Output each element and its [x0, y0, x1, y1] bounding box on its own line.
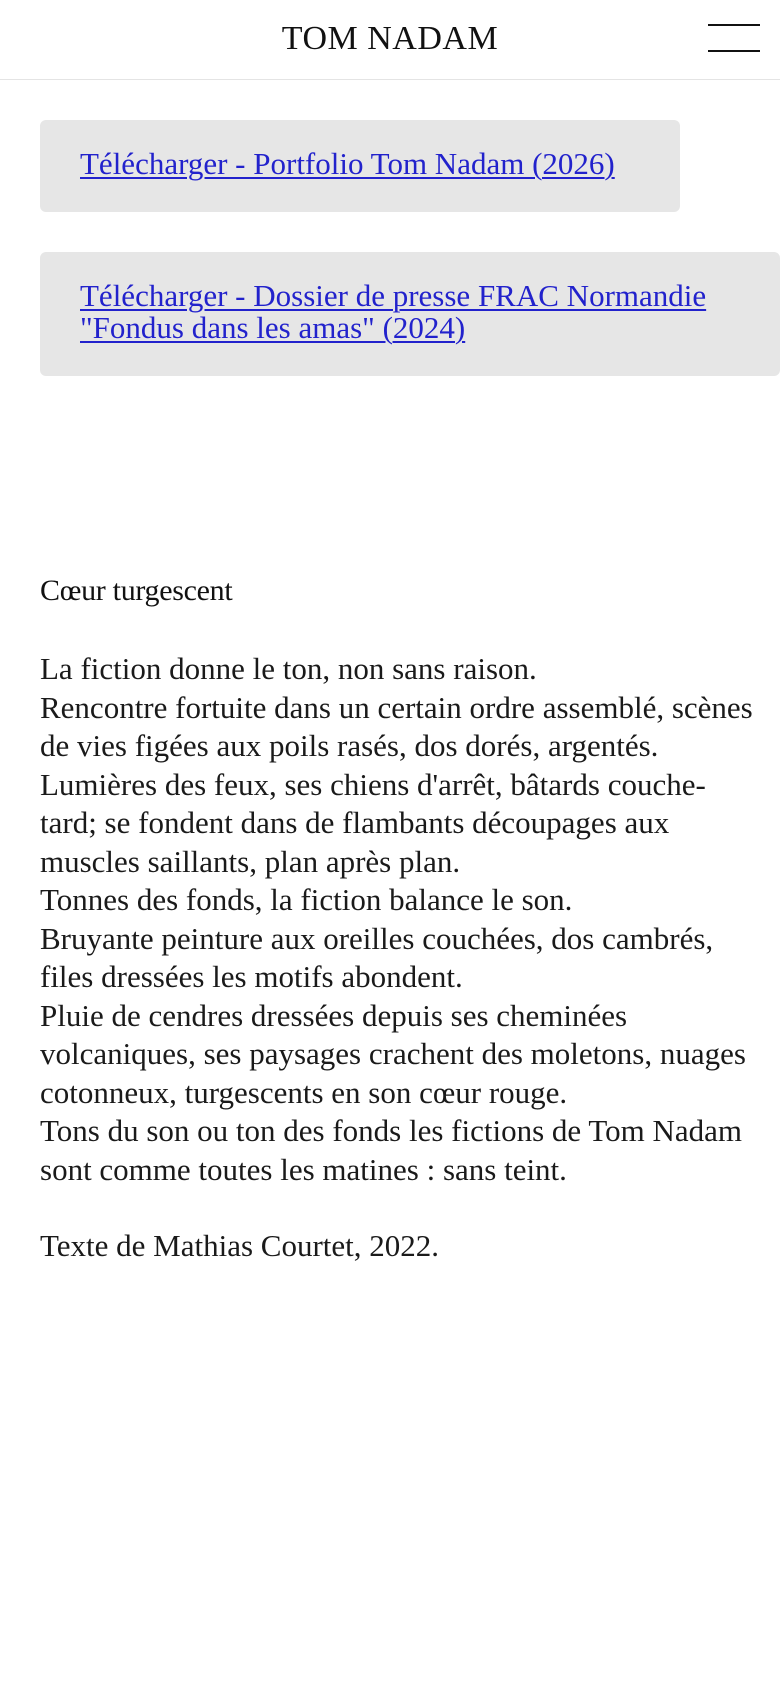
poem-line: Tons du son ou ton des fonds les fictions de Tom Nadam sont comme toutes les matines : sans teint. [40, 1113, 742, 1187]
article-section [40, 570, 755, 1265]
download-press-kit-box[interactable] [40, 252, 780, 376]
poem-line: Lumières des feux, ses chiens d'arrêt, bâtards couche-tard; se fondent dans de flambants découpages aux muscles saillants, plan après plan. [40, 766, 706, 879]
poem-line: Tonnes des fonds, la fiction balance le son. [40, 882, 573, 917]
poem-text [40, 650, 755, 1189]
download-press-kit-link[interactable]: Télécharger - Dossier de presse FRAC Normandie "Fondus dans les amas" (2024) [80, 278, 707, 345]
poem-line: Pluie de cendres dressées depuis ses cheminées volcaniques, ses paysages crachent des moletons, nuages cotonneux, turgescents en son cœur rouge. [40, 997, 746, 1110]
download-portfolio-box[interactable] [40, 120, 680, 212]
menu-bar-bottom [708, 50, 760, 52]
site-title[interactable]: TOM NADAM [281, 20, 499, 57]
download-portfolio-link[interactable]: Télécharger - Portfolio Tom Nadam (2026) [80, 146, 615, 181]
article-title: Cœur turgescent [40, 574, 233, 607]
poem-line: Bruyante peinture aux oreilles couchées, dos cambrés, files dressées les motifs abondent. [40, 920, 714, 994]
menu-bar-top [708, 24, 760, 26]
hamburger-menu-icon[interactable] [708, 22, 760, 54]
site-header [0, 0, 780, 80]
poem-line: La fiction donne le ton, non sans raison. [40, 651, 537, 686]
poem-line: Rencontre fortuite dans un certain ordre assemblé, scènes de vies figées aux poils rasés, dos dorés, argentés. [40, 689, 753, 763]
article-signature: Texte de Mathias Courtet, 2022. [40, 1228, 440, 1263]
